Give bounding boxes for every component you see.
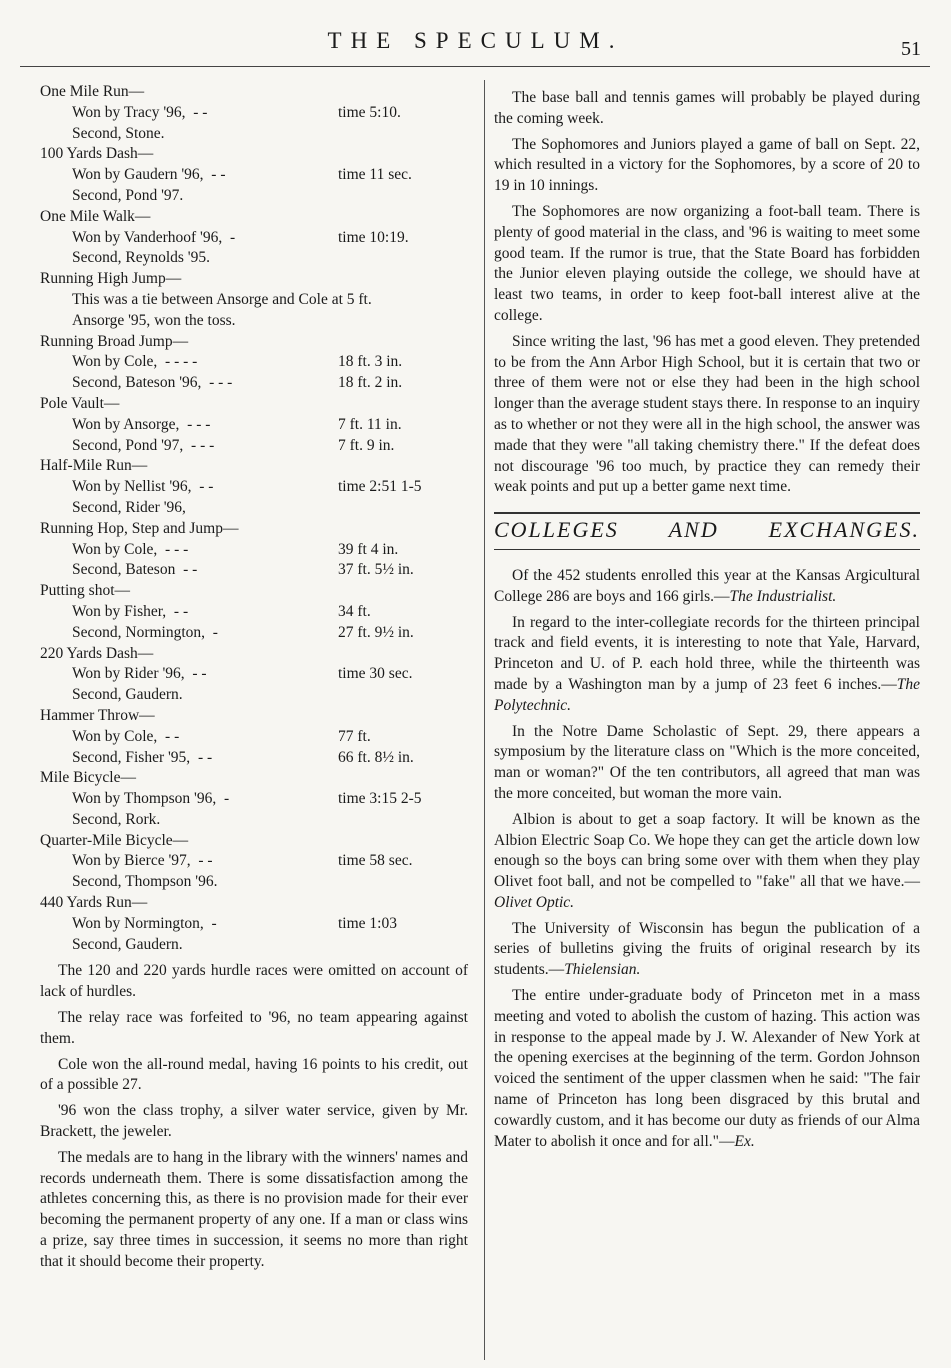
result-leader: -: [216, 790, 230, 808]
paragraph: The Sophomores and Juniors played a game of ball on Sept. 22, which resulted in a victory for the Sophomores, by a score of 20 to 19 in 10 innings.: [494, 135, 920, 195]
result-value: 7 ft. 11 in.: [338, 415, 402, 433]
result-value: time 10:19.: [338, 228, 409, 246]
result-leader: - -: [185, 103, 208, 121]
result-name: Second, Stone.: [72, 124, 165, 142]
event-note: This was a tie between Ansorge and Cole at 5 ft. Ansorge '95, won the toss.: [72, 290, 372, 329]
result-value: [338, 872, 468, 893]
result-line: [40, 165, 468, 186]
result-leader: -: [205, 623, 218, 641]
result-leader: - - -: [201, 374, 233, 392]
result-leader: [210, 248, 338, 269]
event-entry: [40, 82, 468, 144]
event-title: Pole Vault—: [40, 394, 120, 412]
result-line: [40, 789, 468, 810]
left-paragraphs: [40, 961, 468, 1272]
result-name: Won by Fisher,: [72, 602, 167, 620]
result-name: Second, Rork.: [72, 810, 161, 828]
result-value: time 58 sec.: [338, 852, 413, 870]
paragraph: The relay race was forfeited to '96, no team appearing against them.: [40, 1009, 468, 1047]
event-title: Hammer Throw—: [40, 706, 155, 724]
result-value: [338, 186, 468, 207]
result-value: 18 ft. 3 in.: [338, 353, 403, 371]
event-title: 440 Yards Run—: [40, 894, 148, 912]
header-rule: [20, 66, 930, 67]
result-name: Second, Bateson: [72, 561, 176, 579]
result-leader: - -: [166, 602, 189, 620]
column-divider: [484, 80, 485, 1360]
event-title: Mile Bicycle—: [40, 769, 136, 787]
result-leader: [183, 685, 338, 706]
result-name: Won by Tracy '96,: [72, 103, 186, 121]
result-name: Second, Gaudern.: [72, 686, 183, 704]
result-line: [40, 560, 468, 581]
section-heading-word: EXCHANGES.: [768, 517, 920, 543]
result-value: time 11 sec.: [338, 166, 412, 184]
result-line: [40, 498, 468, 519]
result-line: [40, 228, 468, 249]
result-value: 18 ft. 2 in.: [338, 374, 403, 392]
paragraph: The medals are to hang in the library with the winners' names and records underneath them. There is some dissatisfaction among the athletes concerning this, as there is no provision made for their ever becoming the permanent property of any one. If a man or class wins a prize, say three times in succession, it seems no more than right that it should become their property.: [40, 1148, 468, 1270]
result-line: [40, 540, 468, 561]
paragraph: The base ball and tennis games will probably be played during the coming week.: [494, 89, 920, 127]
exchange-source: Thielensian.: [564, 961, 641, 979]
paragraph: The 120 and 220 yards hurdle races were omitted on account of lack of hurdles.: [40, 962, 468, 1001]
exchange-text: The University of Wisconsin has begun the publication of a series of bulletins giving the fruits of original research by its students.—: [494, 919, 920, 979]
exchange-source: Olivet Optic.: [494, 893, 575, 911]
event-entry: [40, 581, 468, 643]
exchange-source: The Polytechnic.: [494, 675, 920, 714]
result-leader: -: [203, 914, 217, 932]
result-name: Second, Pond '97,: [72, 436, 184, 454]
result-name: Won by Cole,: [72, 727, 158, 745]
result-leader: [183, 186, 338, 207]
result-value: 66 ft. 8½ in.: [338, 748, 414, 766]
result-value: 7 ft. 9 in.: [338, 436, 395, 454]
result-line: [40, 935, 468, 956]
result-leader: - - -: [179, 415, 211, 433]
right-paragraphs: [494, 88, 920, 498]
event-title: One Mile Run—: [40, 83, 145, 100]
result-leader: - -: [190, 852, 213, 870]
result-line: [40, 851, 468, 872]
event-title: One Mile Walk—: [40, 207, 151, 225]
exchange-source: The Industrialist.: [729, 587, 837, 605]
event-title: Running Hop, Step and Jump—: [40, 519, 239, 537]
result-leader: - -: [203, 166, 226, 184]
result-line: [40, 415, 468, 436]
result-name: Second, Thompson '96.: [72, 873, 218, 891]
result-line: [40, 810, 468, 831]
result-line: [40, 436, 468, 457]
section-heading-word: COLLEGES: [494, 517, 619, 543]
page-header: [0, 28, 951, 62]
result-value: time 2:51 1-5: [338, 478, 422, 496]
exchange-text: Of the 452 students enrolled this year at the Kansas Argicultural College 286 are boys and 166 girls.—: [494, 566, 920, 605]
result-value: 77 ft.: [338, 727, 371, 745]
result-line: [40, 477, 468, 498]
paragraph: Since writing the last, '96 has met a good eleven. They pretended to be from the Ann Arbor High School, but it is certain that two or three of them were not or else they had been in the high school longer than the average student stays there. In response to an inquiry as to whether or not they were all in the high school, the answer was made that they were "all taking chemistry there." If the defeat does not discourage '96 too much, by practice they can remedy their weak points and put up a better game next time.: [494, 332, 920, 496]
event-title: Putting shot—: [40, 582, 131, 600]
result-line: [40, 748, 468, 769]
section-heading-word: AND: [668, 517, 719, 543]
result-name: Won by Vanderhoof '96,: [72, 228, 223, 246]
result-name: Second, Bateson '96,: [72, 374, 202, 392]
result-leader: - -: [190, 748, 213, 766]
result-line: [40, 373, 468, 394]
result-leader: - - -: [157, 540, 189, 558]
event-entry: [40, 519, 468, 581]
event-entry: [40, 831, 468, 893]
right-column: [494, 88, 920, 1157]
result-name: Won by Ansorge,: [72, 415, 180, 433]
journal-title: THE SPECULUM.: [327, 28, 624, 53]
paragraph: The Sophomores are now organizing a foot-ball team. There is plenty of good material in the class, and '96 is waiting to meet some good team. If the rumor is true, that the State Board has forbidden the Junior eleven playing outside the college, we should have at least two teams, in order to keep foot-ball interest alive at the college.: [494, 202, 920, 324]
page-number: 51: [901, 38, 921, 60]
result-leader: - -: [184, 665, 207, 683]
result-name: Won by Cole,: [72, 353, 158, 371]
result-leader: - -: [175, 561, 198, 579]
result-name: Won by Bierce '97,: [72, 852, 191, 870]
result-leader: [165, 124, 338, 145]
result-name: Second, Gaudern.: [72, 935, 183, 953]
result-value: 27 ft. 9½ in.: [338, 623, 414, 641]
result-name: Second, Normington,: [72, 623, 206, 641]
result-value: [338, 935, 468, 956]
section-heading: [494, 512, 920, 550]
result-line: [40, 124, 468, 145]
exchange-item: [494, 566, 920, 608]
event-entry: [40, 332, 468, 394]
result-value: 34 ft.: [338, 602, 371, 620]
result-leader: - -: [157, 727, 180, 745]
result-value: [338, 685, 468, 706]
event-title: Half-Mile Run—: [40, 457, 148, 475]
exchange-text: In the Notre Dame Scholastic of Sept. 29, there appears a symposium by the literature class on "Which is the more conceited, man or woman?" Of the ten contributors, all agreed that man was the more conceited, but woman the more vain.: [494, 722, 920, 802]
result-name: Won by Thompson '96,: [72, 790, 217, 808]
result-line: [40, 872, 468, 893]
result-name: Won by Rider '96,: [72, 665, 185, 683]
exchange-text: In regard to the inter-collegiate records for the thirteen principal track and field events, it is interesting to note that Yale, Harvard, Princeton and U. of P. each hold three, while the thirteenth was made by a Washington man by a jump of 23 feet 6 inches.—: [494, 613, 920, 693]
event-entry: [40, 768, 468, 830]
result-name: Second, Reynolds '95.: [72, 249, 210, 267]
result-line: [40, 602, 468, 623]
exchange-source: Ex.: [734, 1132, 755, 1150]
result-name: Second, Fisher '95,: [72, 748, 191, 766]
event-entry: [40, 394, 468, 456]
paragraph: '96 won the class trophy, a silver water service, given by Mr. Brackett, the jeweler.: [40, 1102, 468, 1141]
event-entry: [40, 893, 468, 955]
result-line: [40, 914, 468, 935]
result-value: time 5:10.: [338, 103, 401, 121]
result-value: [338, 810, 468, 831]
event-entry: [40, 456, 468, 518]
event-title: Running Broad Jump—: [40, 332, 189, 350]
result-line: [40, 623, 468, 644]
event-entry: [40, 644, 468, 706]
result-leader: [217, 872, 338, 893]
exchange-text: Albion is about to get a soap factory. It will be known as the Albion Electric Soap Co. We hope they can get the article down low enough so the boys can bring some over with them when they play Olivet foot ball, and not be compelled to "fake" all that we have.—: [494, 810, 920, 891]
result-name: Won by Normington,: [72, 914, 204, 932]
exchange-item: [494, 613, 920, 717]
result-name: Second, Rider '96,: [72, 498, 186, 516]
result-line: [40, 103, 468, 124]
result-name: Second, Pond '97.: [72, 186, 184, 204]
result-value: time 30 sec.: [338, 665, 413, 683]
exchange-text: The entire under-graduate body of Princeton met in a mass meeting and voted to abolish the custom of hazing. This action was in response to the appeal made by J. W. Alexander of New York at the opening exercises at the beginning of the term. Gordon Johnson voiced the sentiment of the upper classmen when he said: "The fair name of Princeton has long been disgraced by this brutal and cowardly custom, and it has become our duty as friends of our Alma Mater to abolish it once and for all."—: [494, 987, 920, 1150]
result-leader: [186, 498, 338, 519]
result-leader: [183, 935, 338, 956]
event-title: 100 Yards Dash—: [40, 145, 154, 163]
result-line: [40, 685, 468, 706]
exchange-item: [494, 986, 920, 1152]
result-value: time 1:03: [338, 914, 397, 932]
result-leader: -: [222, 228, 236, 246]
event-entry: [40, 706, 468, 768]
field-day-results: [40, 82, 468, 955]
result-line: [40, 727, 468, 748]
event-entry: [40, 207, 468, 269]
result-leader: [160, 810, 338, 831]
result-line: [40, 664, 468, 685]
exchanges-list: [494, 566, 920, 1153]
result-name: Won by Nellist '96,: [72, 478, 192, 496]
result-value: [338, 498, 468, 519]
result-value: [338, 248, 468, 269]
result-name: Won by Cole,: [72, 540, 158, 558]
exchange-item: [494, 722, 920, 805]
exchange-item: [494, 810, 920, 914]
event-title: Quarter-Mile Bicycle—: [40, 831, 189, 849]
result-name: Won by Gaudern '96,: [72, 166, 204, 184]
result-line: [40, 248, 468, 269]
result-leader: - -: [191, 478, 214, 496]
result-leader: - - - -: [157, 353, 198, 371]
event-entry: [40, 269, 468, 331]
result-value: 37 ft. 5½ in.: [338, 561, 414, 579]
paragraph: Cole won the all-round medal, having 16 points to his credit, out of a possible 27.: [40, 1055, 468, 1094]
result-leader: - - -: [183, 436, 215, 454]
event-title: Running High Jump—: [40, 270, 182, 288]
result-value: 39 ft 4 in.: [338, 540, 399, 558]
exchange-item: [494, 919, 920, 981]
result-value: [338, 124, 468, 145]
event-entry: [40, 144, 468, 206]
result-line: [40, 186, 468, 207]
event-title: 220 Yards Dash—: [40, 644, 154, 662]
result-line: [40, 352, 468, 373]
left-column: [40, 82, 468, 1278]
result-value: time 3:15 2-5: [338, 790, 422, 808]
